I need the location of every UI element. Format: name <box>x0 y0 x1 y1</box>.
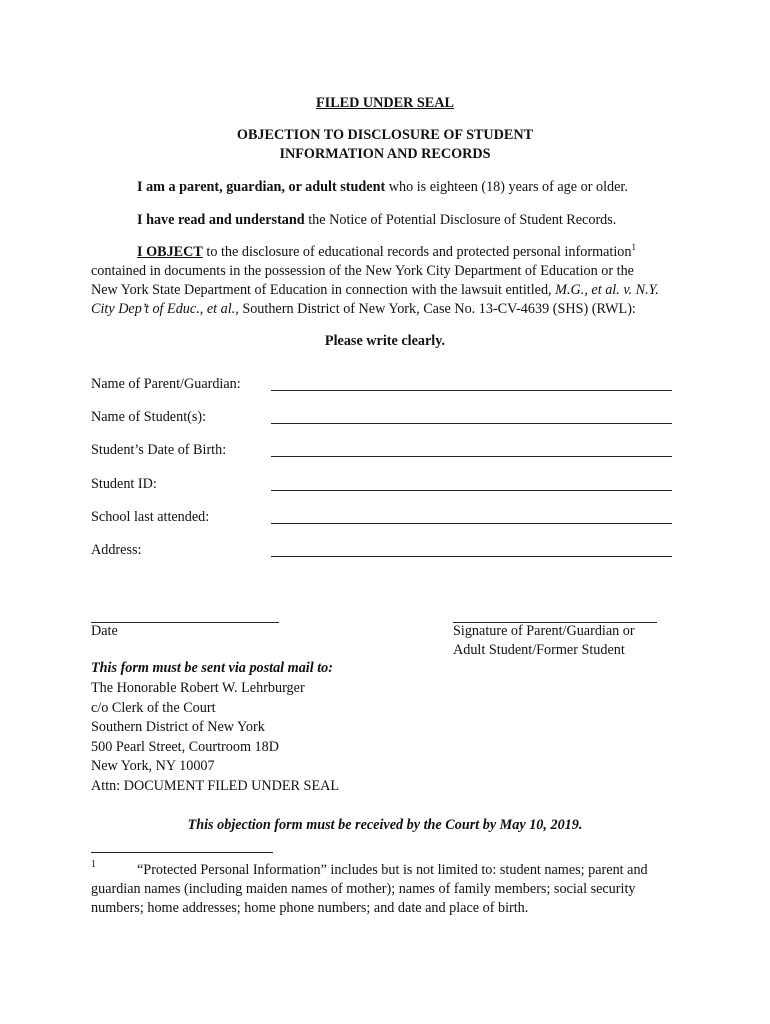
address-input[interactable] <box>271 556 672 557</box>
statement-read <box>137 212 616 229</box>
form-title-line-1: OBJECTION TO DISCLOSURE OF STUDENT <box>236 127 534 143</box>
write-clearly-instruction: Please write clearly. <box>324 333 446 349</box>
field-label: Student ID: <box>91 476 157 492</box>
form-title-line-2: INFORMATION AND RECORDS <box>279 146 491 162</box>
field-label: Name of Parent/Guardian: <box>91 376 241 392</box>
mailing-heading: This form must be sent via postal mail to: <box>91 660 333 676</box>
signature-label-line-2: Adult Student/Former Student <box>453 642 625 658</box>
address-line: 500 Pearl Street, Courtroom 18D <box>91 738 279 755</box>
statement-age <box>137 179 628 196</box>
deadline-notice: This objection form must be received by the Court by May 10, 2019. <box>187 817 583 833</box>
case-name-part-1: M.G., et al. v. N.Y. <box>555 282 659 298</box>
filed-under-seal-heading: FILED UNDER SEAL <box>316 95 454 111</box>
footnote-line-1: “Protected Personal Information” includes but is not limited to: student names; parent and <box>137 862 648 878</box>
student-dob-input[interactable] <box>271 456 672 457</box>
objection-line-2: contained in documents in the possession of the New York City Department of Education or the <box>91 263 634 279</box>
footnote-reference: 1 <box>631 242 636 252</box>
objection-line-4-rest: , Southern District of New York, Case No. 13-CV-4639 (SHS) (RWL): <box>235 301 636 317</box>
case-name-part-2: City Dep’t of Educ., et al. <box>91 301 236 317</box>
footnote-line-3: numbers; home addresses; home phone numbers; and date and place of birth. <box>91 900 529 916</box>
date-label: Date <box>91 623 118 639</box>
field-label: Address: <box>91 542 142 558</box>
address-line: The Honorable Robert W. Lehrburger <box>91 680 305 696</box>
field-label: Student’s Date of Birth: <box>91 442 227 458</box>
address-line: Southern District of New York <box>91 719 265 735</box>
statement-age-bold: I am a parent, guardian, or adult student <box>137 179 386 195</box>
statement-read-rest: the Notice of Potential Disclosure of Student Records. <box>304 212 617 228</box>
statement-read-bold: I have read and understand <box>137 212 305 228</box>
objection-line-3 <box>91 282 659 299</box>
student-id-input[interactable] <box>271 490 672 491</box>
parent-guardian-name-input[interactable] <box>271 390 672 391</box>
mailing-address <box>91 679 339 796</box>
objection-line-1-rest: to the disclosure of educational records and protected personal information <box>202 244 632 260</box>
objection-lead: I OBJECT <box>137 244 203 260</box>
footnote-line-2: guardian names (including maiden names of mother); names of family members; social security <box>91 881 636 897</box>
objection-line-4 <box>91 301 636 318</box>
address-line: c/o Clerk of the Court <box>91 699 216 716</box>
address-line: New York, NY 10007 <box>91 758 215 774</box>
footnote-marker: 1 <box>91 859 96 870</box>
footnote-divider <box>91 852 273 853</box>
field-label: School last attended: <box>91 509 210 525</box>
field-label: Name of Student(s): <box>91 409 207 425</box>
date-input[interactable] <box>91 622 279 623</box>
statement-age-rest: who is eighteen (18) years of age or older. <box>385 179 628 195</box>
student-names-input[interactable] <box>271 423 672 424</box>
objection-line-1 <box>137 244 636 261</box>
objection-line-3-pre: New York State Department of Education in connection with the lawsuit entitled, <box>91 282 556 298</box>
address-line: Attn: DOCUMENT FILED UNDER SEAL <box>91 777 340 794</box>
school-last-attended-input[interactable] <box>271 523 672 524</box>
signature-label-line-1: Signature of Parent/Guardian or <box>453 623 635 639</box>
